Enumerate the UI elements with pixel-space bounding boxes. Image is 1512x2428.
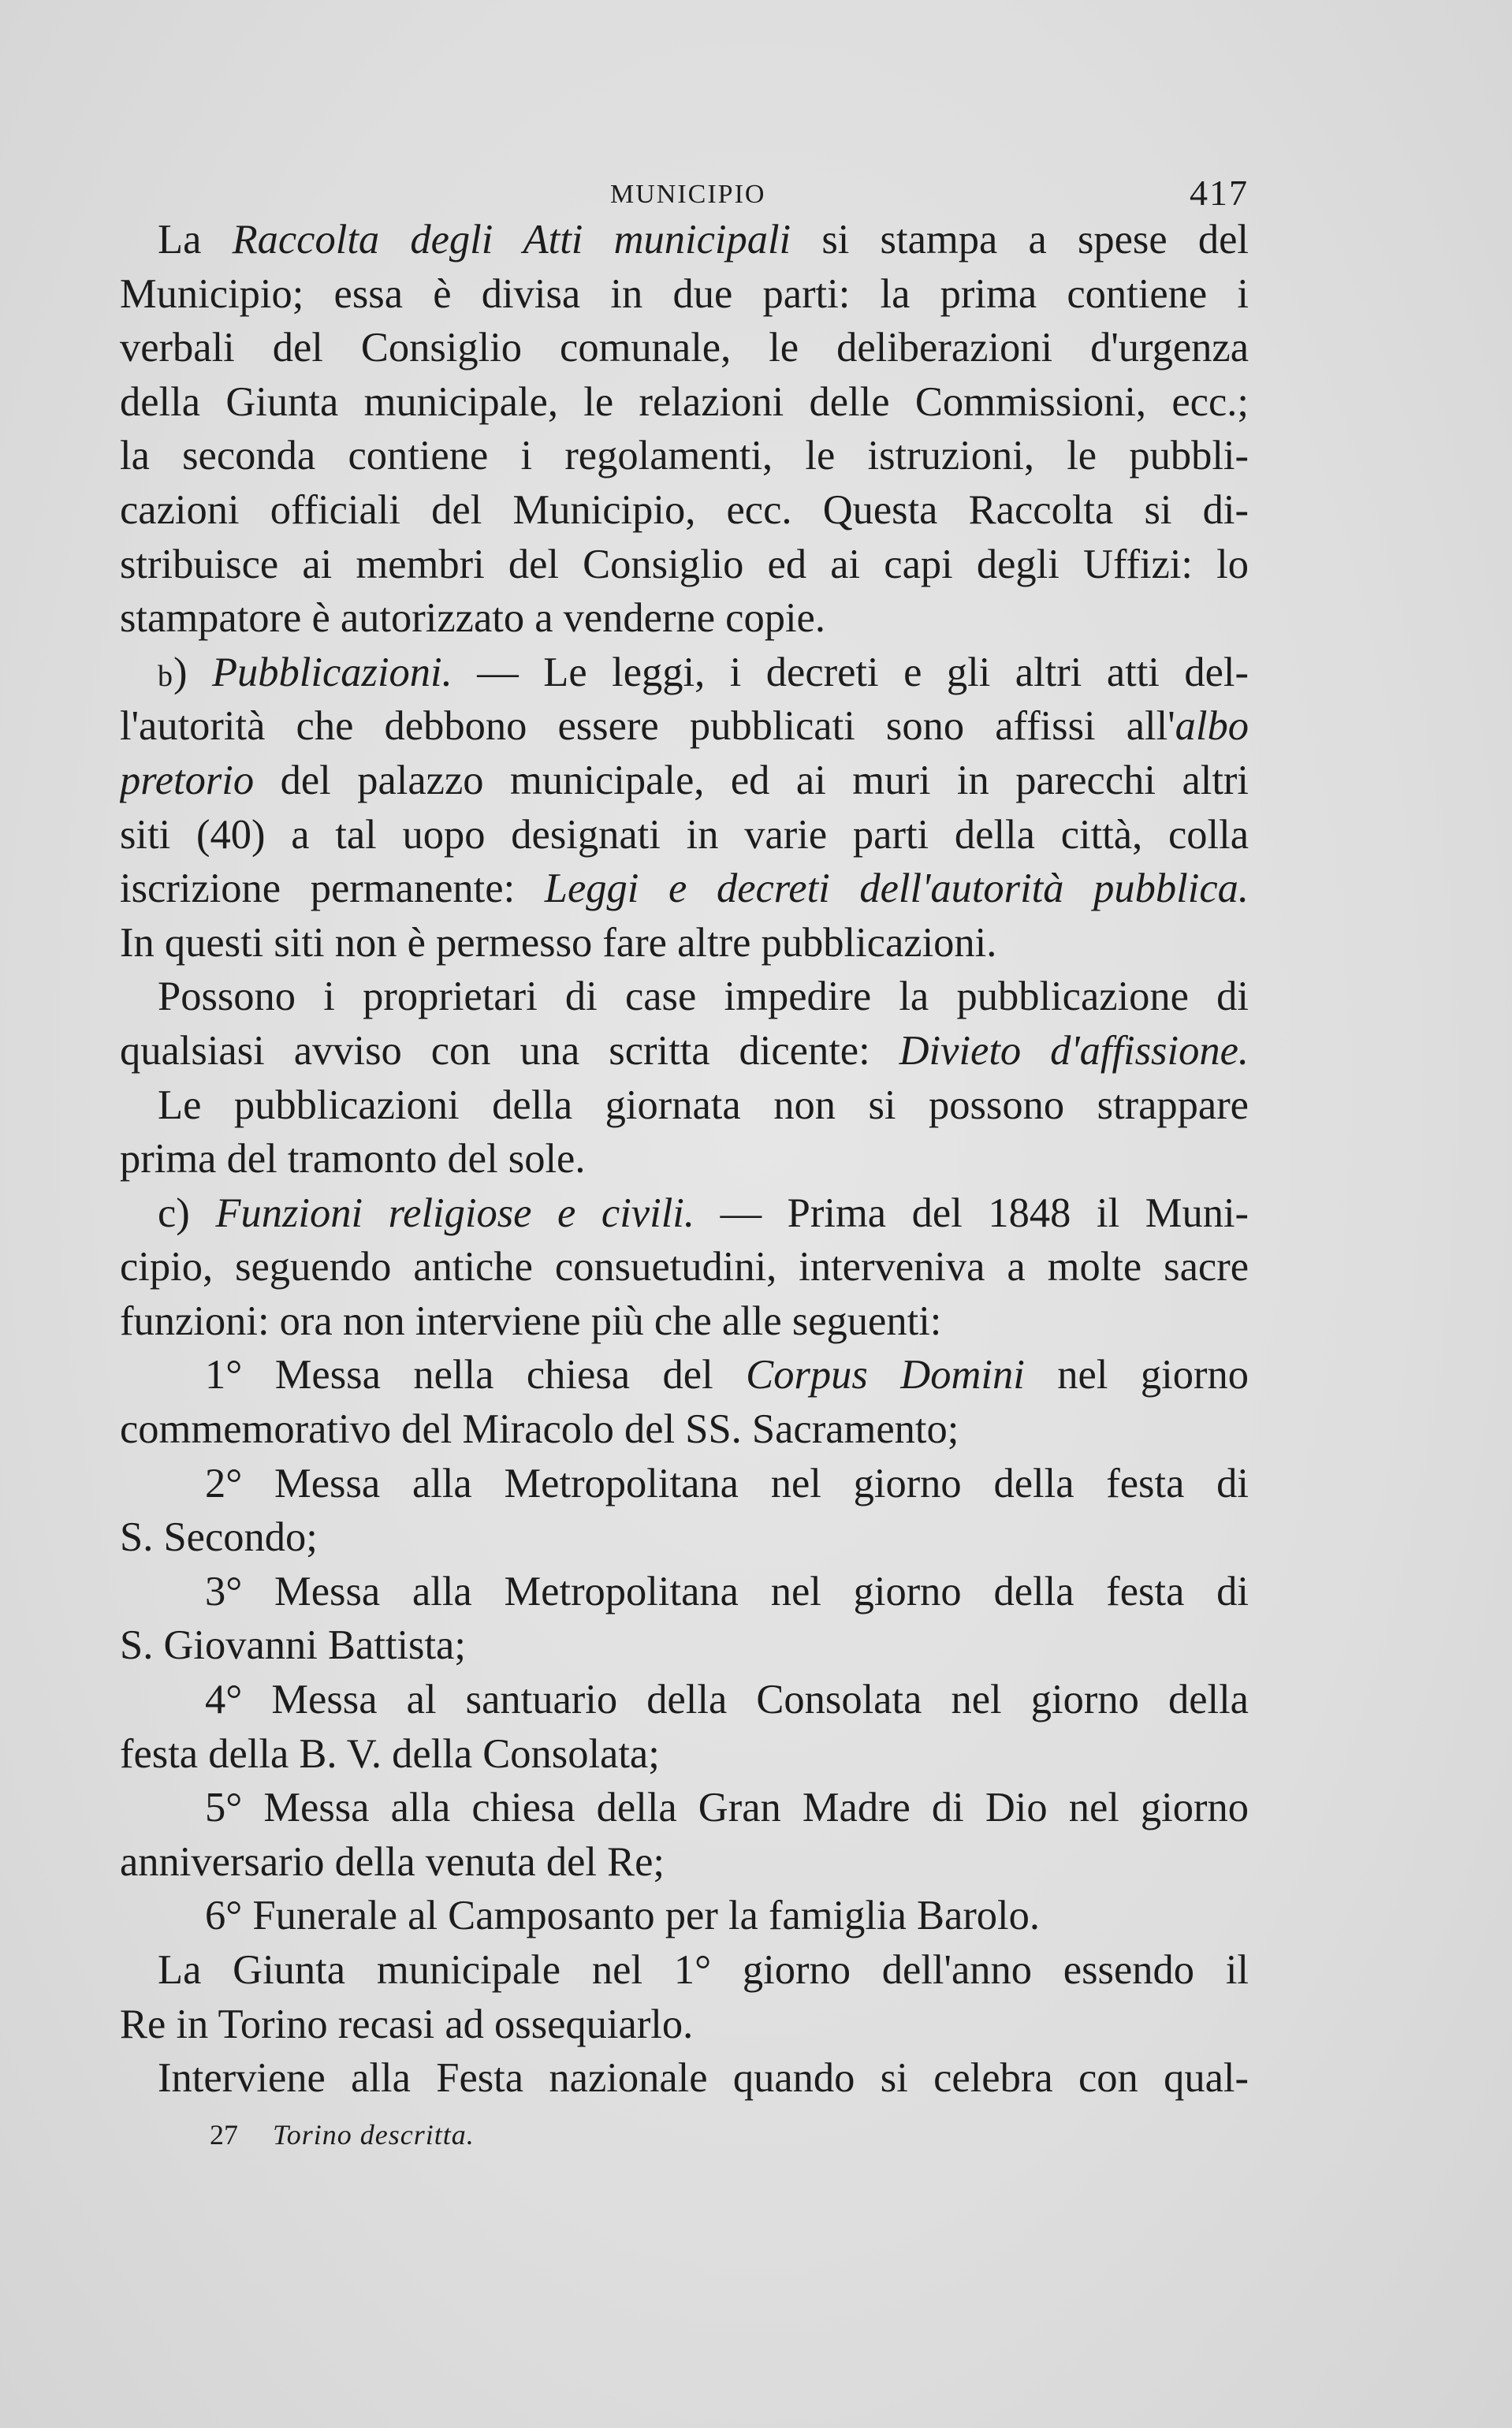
signature-mark: 27 (210, 2118, 238, 2151)
text-span: La (158, 217, 233, 263)
text-line: commemorativo del Miracolo del SS. Sacramento; (120, 1406, 959, 1453)
section-heading-line (120, 646, 1249, 700)
text-line: stampatore è autorizzato a venderne copie. (120, 595, 825, 642)
text-line: S. Giovanni Battista; (120, 1622, 466, 1669)
text-line: funzioni: ora non interviene più che alle seguenti: (120, 1298, 942, 1344)
italic-term: pretorio (120, 757, 255, 803)
text-line: Le pubblicazioni della giornata non si possono strappare (158, 1082, 1249, 1128)
text-line: la seconda contiene i regolamenti, le istruzioni, le pubbli- (120, 433, 1249, 479)
text-line: stribuisce ai membri del Consiglio ed ai capi degli Uffizi: lo (120, 541, 1249, 587)
text-block (120, 166, 1249, 2158)
text-line: S. Secondo; (120, 1514, 318, 1561)
text-line: La Giunta municipale nel 1° giorno dell'anno essendo il (158, 1947, 1249, 1993)
text-line: anniversario della venuta del Re; (120, 1838, 665, 1885)
section-letter: c) (158, 1190, 216, 1236)
text-line: della Giunta municipale, le relazioni delle Commissioni, ecc.; (120, 378, 1249, 425)
text-line: verbali del Consiglio comunale, le deliberazioni d'urgenza (120, 325, 1249, 371)
section-title: Funzioni religiose e civili. (215, 1190, 695, 1236)
page-header (120, 166, 1249, 213)
text-line (120, 699, 1249, 754)
text-line: Possono i proprietari di case impedire la pubblicazione di (158, 974, 1249, 1020)
running-title: MUNICIPIO (610, 180, 766, 209)
text-span: — Le leggi, i decreti e gli altri atti del- (452, 649, 1249, 695)
section-heading-line (120, 1186, 1249, 1241)
page-number: 417 (1190, 173, 1249, 213)
text-line: cazioni officiali del Municipio, ecc. Questa Raccolta si di- (120, 486, 1249, 533)
text-line (120, 213, 1249, 267)
text-line (120, 754, 1249, 808)
text-line (120, 862, 1249, 916)
list-item-line: 6° Funerale al Camposanto per la famiglia Barolo. (205, 1893, 1041, 1939)
footer-short-title: Torino descritta. (273, 2118, 475, 2151)
list-item-line: 5° Messa alla chiesa della Gran Madre di Dio nel giorno (205, 1785, 1249, 1831)
text-line: cipio, seguendo antiche consuetudini, interveniva a molte sacre (120, 1244, 1249, 1290)
italic-term: albo (1175, 703, 1249, 750)
text-span: si stampa a spese del (791, 217, 1249, 263)
list-item-line: 3° Messa alla Metropolitana nel giorno della festa di (205, 1568, 1249, 1614)
text-line: festa della B. V. della Consolata; (120, 1730, 660, 1777)
text-span: del palazzo municipale, ed ai muri in parecchi altri (254, 757, 1249, 803)
list-item-line (120, 1348, 1249, 1402)
italic-title: Raccolta degli Atti municipali (232, 217, 791, 263)
text-span: l'autorità che debbono essere pubblicati sono affissi all' (120, 703, 1175, 750)
list-item-line: 4° Messa al santuario della Consolata nel giorno della (205, 1677, 1249, 1723)
section-letter: b (158, 659, 173, 693)
text-span: 1° Messa nella chiesa del (205, 1352, 747, 1398)
text-span: qualsiasi avviso con una scritta dicente: (120, 1027, 899, 1074)
section-title: Pubblicazioni. (211, 649, 452, 695)
text-span: ) (173, 649, 212, 695)
text-line: In questi siti non è permesso fare altre pubblicazioni. (120, 919, 997, 966)
text-line (120, 1024, 1249, 1078)
list-item-line: 2° Messa alla Metropolitana nel giorno della festa di (205, 1460, 1249, 1506)
page-footer (120, 2118, 1249, 2158)
text-line: prima del tramonto del sole. (120, 1136, 586, 1182)
italic-inscription: Leggi e decreti dell'autorità pubblica. (544, 866, 1249, 912)
text-line: Interviene alla Festa nazionale quando si celebra con qual- (158, 2055, 1249, 2102)
italic-inscription: Divieto d'affissione. (899, 1027, 1249, 1074)
text-span: — Prima del 1848 il Muni- (695, 1190, 1249, 1236)
text-line: Municipio; essa è divisa in due parti: la prima contiene i (120, 270, 1249, 317)
text-line: Re in Torino recasi ad ossequiarlo. (120, 2001, 694, 2047)
italic-term: Corpus Domini (746, 1352, 1025, 1398)
text-line: siti (40) a tal uopo designati in varie parti della città, colla (120, 811, 1249, 858)
text-span: nel giorno (1024, 1352, 1249, 1398)
text-span: iscrizione permanente: (120, 866, 545, 912)
